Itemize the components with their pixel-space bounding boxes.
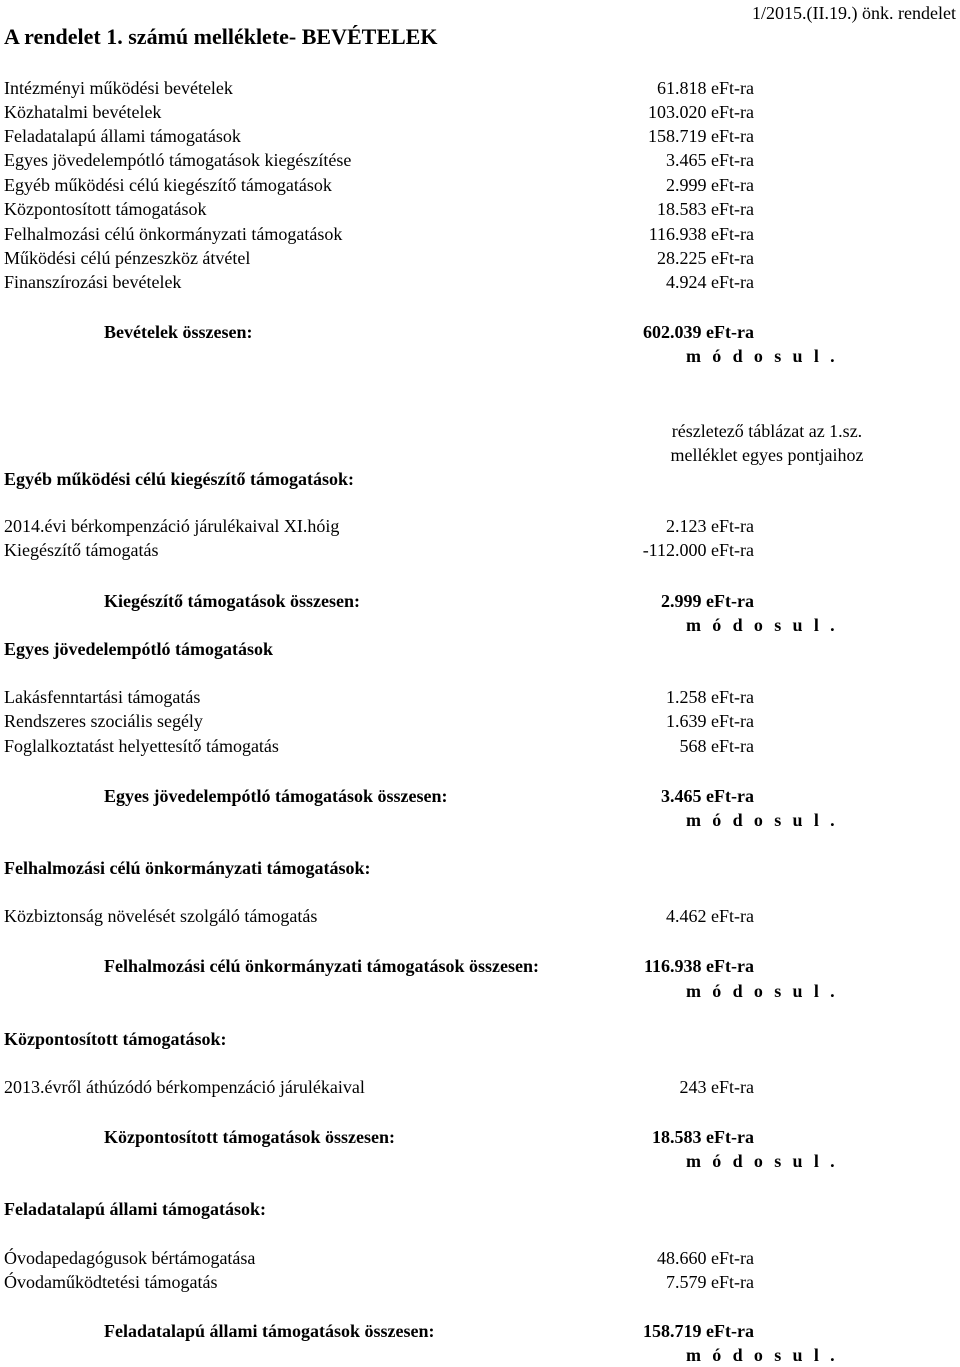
modosul-mark: m ó d o s u l .: [686, 615, 839, 635]
summary-label: Intézményi működési bevételek: [4, 78, 233, 98]
summary-label: Egyes jövedelempótló támogatások kiegészítése: [4, 150, 352, 170]
item-label: Kiegészítő támogatás: [4, 540, 159, 560]
item-label: 2013.évről áthúzódó bérkompenzáció járulékaival: [4, 1077, 365, 1097]
summary-value: 103.020 eFt-ra: [648, 102, 754, 122]
item-value: 48.660 eFt-ra: [657, 1248, 754, 1268]
item-value: 568 eFt-ra: [679, 736, 754, 756]
summary-label: Feladatalapú állami támogatások: [4, 126, 241, 146]
item-label: Lakásfenntartási támogatás: [4, 687, 201, 707]
summary-value: 4.924 eFt-ra: [666, 272, 754, 292]
item-label: Rendszeres szociális segély: [4, 711, 203, 731]
summary-total-label: Bevételek összesen:: [104, 322, 253, 342]
summary-value: 2.999 eFt-ra: [666, 175, 754, 195]
summary-value: 28.225 eFt-ra: [657, 248, 754, 268]
section-total-label: Egyes jövedelempótló támogatások összesen:: [104, 786, 448, 806]
section-total-label: Központosított támogatások összesen:: [104, 1127, 395, 1147]
document-title: A rendelet 1. számú melléklete- BEVÉTELEK: [4, 24, 438, 49]
section-total-label: Felhalmozási célú önkormányzati támogatások összesen:: [104, 956, 539, 976]
section-total-label: Feladatalapú állami támogatások összesen:: [104, 1321, 435, 1341]
summary-value: 3.465 eFt-ra: [666, 150, 754, 170]
item-label: Óvodaműködtetési támogatás: [4, 1272, 218, 1292]
rule-reference: 1/2015.(II.19.) önk. rendelet: [752, 3, 956, 23]
summary-value: 158.719 eFt-ra: [648, 126, 754, 146]
summary-label: Központosított támogatások: [4, 199, 207, 219]
modosul-mark: m ó d o s u l .: [686, 981, 839, 1001]
section-heading: Felhalmozási célú önkormányzati támogatások:: [4, 858, 371, 878]
summary-label: Működési célú pénzeszköz átvétel: [4, 248, 251, 268]
section-heading: Központosított támogatások:: [4, 1029, 227, 1049]
summary-value: 116.938 eFt-ra: [648, 224, 754, 244]
section-total-value: 3.465 eFt-ra: [661, 786, 754, 806]
modosul-mark: m ó d o s u l .: [686, 1345, 839, 1365]
summary-label: Felhalmozási célú önkormányzati támogatások: [4, 224, 343, 244]
item-label: Közbiztonság növelését szolgáló támogatás: [4, 906, 318, 926]
summary-value: 18.583 eFt-ra: [657, 199, 754, 219]
section-heading: Egyéb működési célú kiegészítő támogatások:: [4, 469, 354, 489]
item-value: 7.579 eFt-ra: [666, 1272, 754, 1292]
section-total-value: 2.999 eFt-ra: [661, 591, 754, 611]
section-total-value: 158.719 eFt-ra: [643, 1321, 754, 1341]
item-value: 1.258 eFt-ra: [666, 687, 754, 707]
summary-value: 61.818 eFt-ra: [657, 78, 754, 98]
section-heading: Egyes jövedelempótló támogatások: [4, 639, 273, 659]
item-value: 4.462 eFt-ra: [666, 906, 754, 926]
modosul-mark: m ó d o s u l .: [686, 810, 839, 830]
item-label: 2014.évi bérkompenzáció járulékaival XI.hóig: [4, 516, 340, 536]
note-line: részletező táblázat az 1.sz.: [671, 421, 863, 441]
summary-label: Közhatalmi bevételek: [4, 102, 162, 122]
note-line: melléklet egyes pontjaihoz: [670, 445, 864, 465]
section-total-label: Kiegészítő támogatások összesen:: [104, 591, 360, 611]
summary-label: Finanszírozási bevételek: [4, 272, 182, 292]
modosul-mark: m ó d o s u l .: [686, 1151, 839, 1171]
item-label: Foglalkoztatást helyettesítő támogatás: [4, 736, 279, 756]
item-value: 1.639 eFt-ra: [666, 711, 754, 731]
item-label: Óvodapedagógusok bértámogatása: [4, 1248, 256, 1268]
section-total-value: 18.583 eFt-ra: [652, 1127, 754, 1147]
section-total-value: 116.938 eFt-ra: [644, 956, 754, 976]
summary-label: Egyéb működési célú kiegészítő támogatások: [4, 175, 332, 195]
item-value: 243 eFt-ra: [679, 1077, 754, 1097]
summary-total-value: 602.039 eFt-ra: [643, 322, 754, 342]
modosul-mark: m ó d o s u l .: [686, 346, 839, 366]
item-value: 2.123 eFt-ra: [666, 516, 754, 536]
item-value: -112.000 eFt-ra: [642, 540, 754, 560]
section-heading: Feladatalapú állami támogatások:: [4, 1199, 267, 1219]
